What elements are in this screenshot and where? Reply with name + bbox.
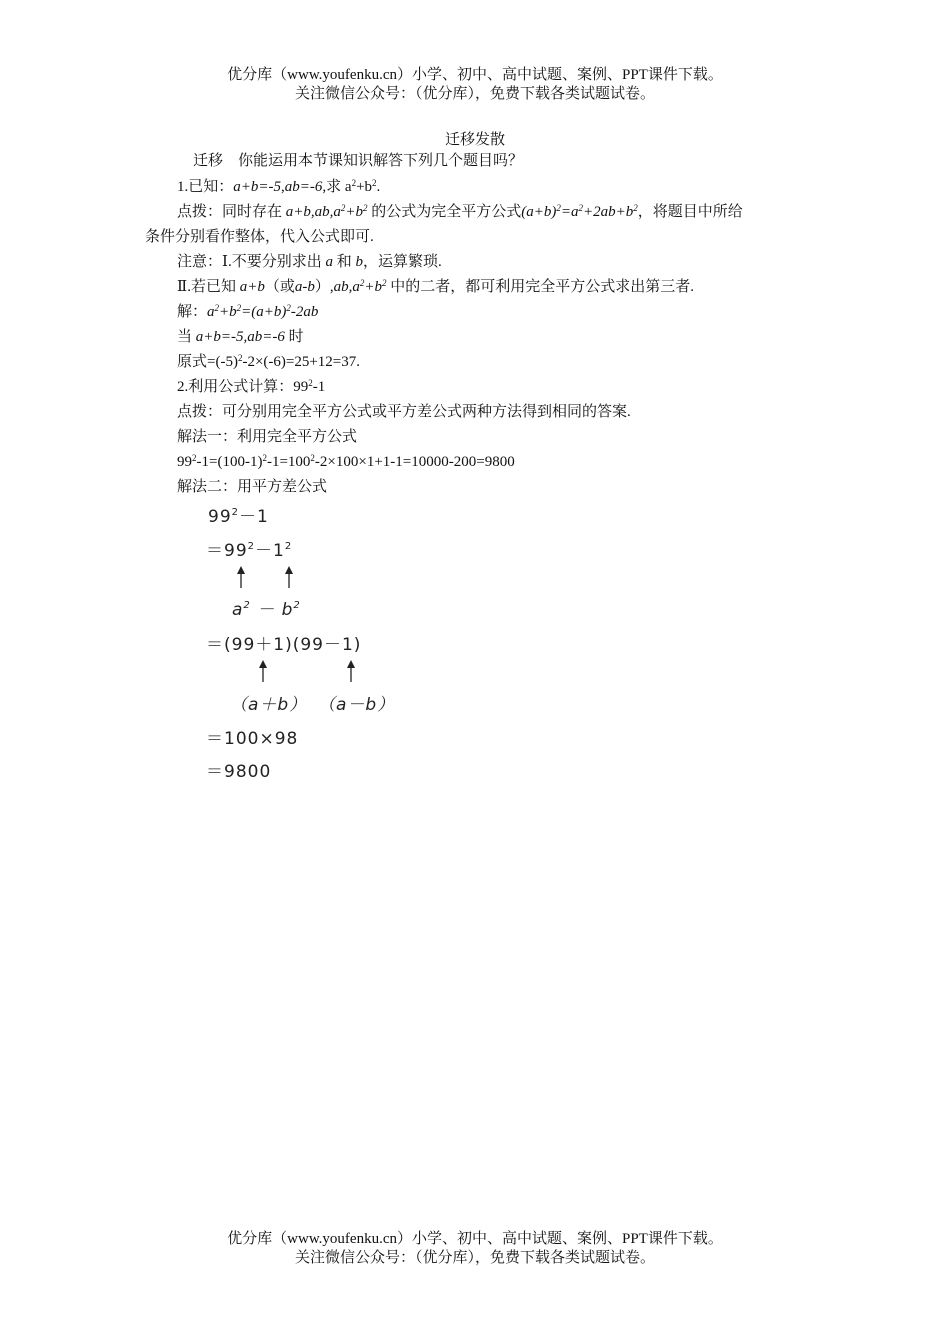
method-2-step-3: ＝(99＋1)(99－1): [206, 635, 362, 655]
question-2: 2.利用公式计算：$99^2-1$: [177, 378, 326, 395]
arrow-up-icon: [234, 566, 248, 588]
hint-1-line-1: 点拨：同时存在 $a+b,ab,a^2+b^2$ 的公式为完全平方公式$(a+b)^2=a^2+2ab+b^2$，将题目中所给: [177, 203, 743, 220]
footer-line-2: 关注微信公众号：（优分库），免费下载各类试题试卷。: [294, 1250, 655, 1266]
arrow-up-icon: [344, 660, 358, 682]
method-2-label: 解法二：用平方差公式: [177, 479, 328, 495]
method-2-step-4: ＝100×98: [206, 729, 299, 749]
note-2: Ⅱ.若已知 a+b（或$a-b),ab,a^2+b^2$ 中的二者，都可利用完全平方公式求出第三者.: [177, 278, 694, 295]
method-2-pattern-label: $a^2 - b^2$: [232, 600, 301, 620]
question-1: 1.已知：a+b=-5,ab=-6,求 $a^2+b^2$.: [177, 178, 381, 195]
solution-line-3: 原式$=(-5)^2-2\times(-6)=25+12=37$.: [177, 353, 361, 370]
header-line-2: 关注微信公众号：（优分库），免费下载各类试题试卷。: [294, 86, 655, 102]
method-2-a-plus-b: （a＋b）: [230, 695, 308, 715]
arrow-up-icon: [256, 660, 270, 682]
hint-1-line-2: 条件分别看作整体，代入公式即可.: [145, 229, 374, 245]
hint-2: 点拨：可分别用完全平方公式或平方差公式两种方法得到相同的答案.: [177, 404, 631, 420]
footer-line-1: 优分库（www.youfenku.cn）小学、初中、高中试题、案例、PPT课件下载。: [227, 1231, 723, 1247]
method-1-expression: $99^2-1=(100-1)^2-1=100^2-2\times 100\times 1+1-1=10000-200=9800$: [177, 453, 515, 470]
solution-line-1: 解：$a^2+b^2=(a+b)^2-2ab$: [177, 303, 319, 320]
header-line-1: 优分库（www.youfenku.cn）小学、初中、高中试题、案例、PPT课件下载。: [227, 67, 723, 83]
solution-line-2: 当 a+b=-5,ab=-6 时: [177, 329, 304, 345]
intro-question: 迁移 你能运用本节课知识解答下列几个题目吗？: [193, 153, 524, 169]
section-title: 迁移发散: [444, 132, 505, 148]
method-2-result: ＝9800: [206, 762, 272, 782]
method-1-label: 解法一：利用完全平方公式: [177, 429, 358, 445]
method-2-a-minus-b: （a－b）: [318, 695, 396, 715]
method-2-step-1: $99^2-1$: [208, 507, 269, 527]
page-footer: [0, 1230, 950, 1268]
method-2-step-2: $=99^2-1^2$: [206, 541, 293, 561]
note-1: 注意：Ⅰ.不要分别求出 a 和 b，运算繁琐.: [177, 254, 442, 270]
page-header: [0, 66, 950, 104]
arrow-up-icon: [282, 566, 296, 588]
